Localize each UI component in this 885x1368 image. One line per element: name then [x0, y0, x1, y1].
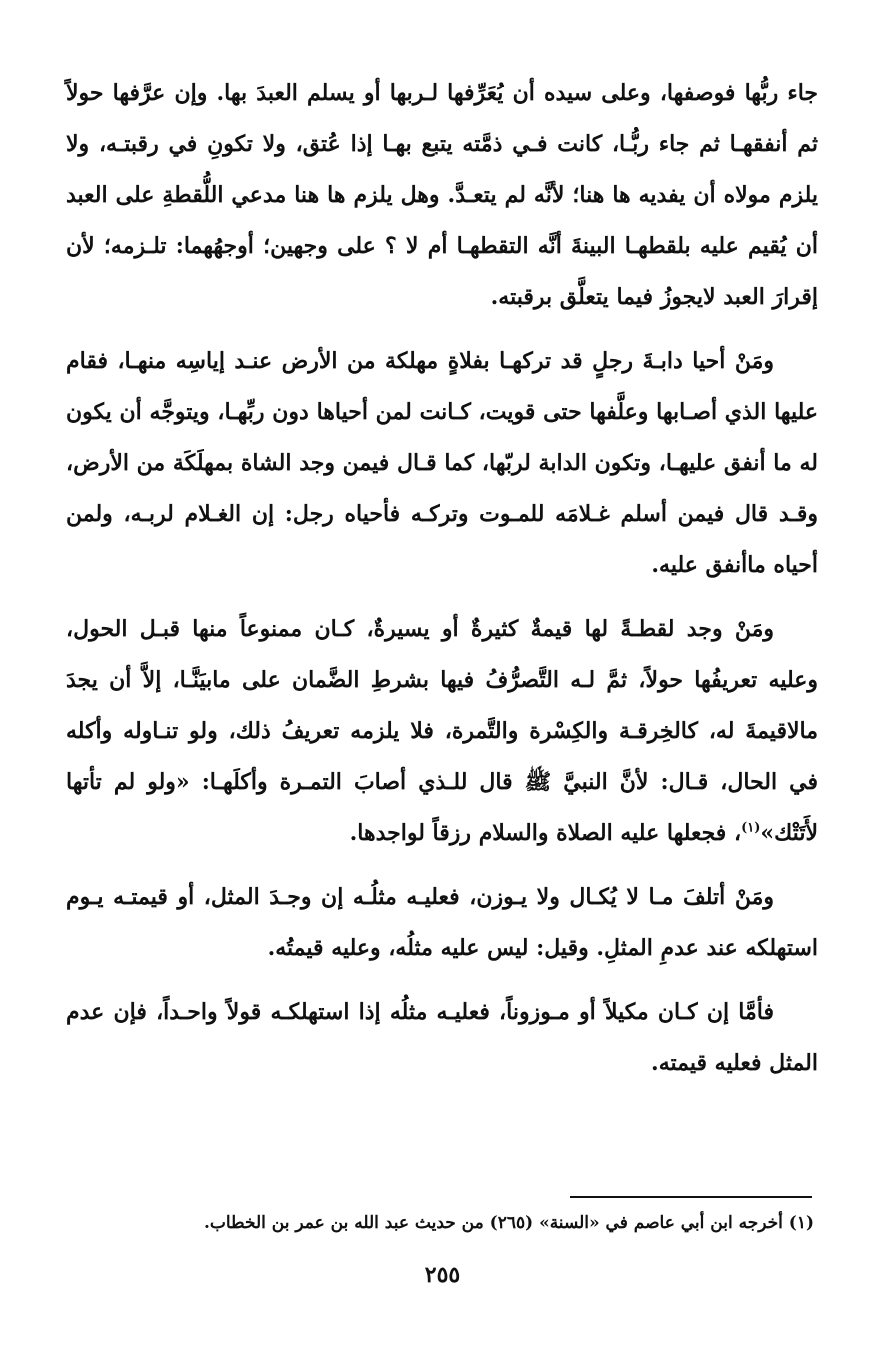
paragraph-1: جاء ربُّها فوصفها، وعلى سيده أن يُعَرِّفها لـربها أو يسلم العبدَ بها. وإن عرَّفها حولاً ثم أنفقهـا ثم جاء ربُّـا، كانت فـي ذمَّته يتبع بهـا إذا عُتق، ولا تكونِ في رقبتـه، ولا يلزم مولاه أن يفديه ها هنا؛ لأنَّه لم يتعـدَّ. وهل يلزم ها هنا مدعي اللُّقطةِ على العبد أن يُقيم عليه بلقطهـا البينةَ أنَّه التقطهـا أم لا ؟ على وجهين؛ أوجهُهما: تلـزمه؛ لأن إقرارَ العبد لايجوزُ فيما يتعلَّق برقبته.: [66, 80, 818, 310]
footnote: (١) أخرجه ابن أبي عاصم في «السنة» (٢٦٥) من حديث عبد الله بن عمر بن الخطاب.: [203, 1213, 814, 1233]
paragraph-3-text: ومَنْ وجد لقطـةً لها قيمةٌ كثيرةٌ أو يسيرةٌ، كـان ممنوعاً منها قبـل الحول، وعليه تعريفُها حولاً، ثمَّ لـه التَّصرُّفُ فيها بشرطِ الضَّمان على مابيَنَّـا، إلاَّ أن يجدَ مالاقيمةَ له، كالخِرقـة والكِسْرة والتَّمرة، فلا يلزمه تعريفُ ذلك، ولو تنـاوله وأكله في الحال، قـال: لأنَّ النبيَّ ﷺ قال للـذي أصابَ التمـرة وأكلَهـا: «ولو لم تأتها لأَتَتْك»: [66, 616, 818, 846]
paragraph-2: ومَنْ أحيا دابـةَ رجلٍ قد تركهـا بفلاةٍ مهلكة من الأرض عنـد إياسِه منهـا، فقام عليها الذي أصـابها وعلَّفها حتى قويت، كـانت لمن أحياها دون ربِّهـا، ويتوجَّه أن يكون له ما أنفق عليهـا، وتكون الدابة لربّها، كما قـال فيمن وجد الشاة بمهلَكَة من الأرض، وقـد قال فيمن أسلم غـلامَه للمـوت وتركـه فأحياه رجل: إن الغـلام لربـه، ولمن أحياه ماأنفق عليه.: [66, 348, 818, 578]
page-number: ٢٥٥: [424, 1262, 461, 1288]
paragraph-4: ومَنْ أتلفَ مـا لا يُكـال ولا يـوزن، فعليـه مثلُـه إن وجـدَ المثل، أو قيمتـه يـوم استهلكه عند عدمِ المثلِ. وقيل: ليس عليه مثلُه، وعليه قيمتُه.: [66, 884, 818, 961]
paragraph-5: فأمَّا إن كـان مكيلاً أو مـوزوناً، فعليـه مثلُه إذا استهلكـه قولاً واحـداً، فإن عدم المثل فعليه قيمته.: [66, 999, 818, 1076]
footnote-divider: [570, 1196, 812, 1198]
main-text: [66, 68, 818, 1102]
paragraph-3-end: فجعلها عليه الصلاة والسلام رزقاً لواجدها.: [349, 820, 727, 846]
paragraph-3: ومَنْ وجد لقطـةً لها قيمةٌ كثيرةٌ أو يسيرةٌ، كـان ممنوعاً منها قبـل الحول، وعليه تعريفُها حولاً، ثمَّ لـه التَّصرُّفُ فيها بشرطِ الضَّمان على مابيَنَّـا، إلاَّ أن يجدَ مالاقيمةَ له، كالخِرقـة والكِسْرة والتَّمرة، فلا يلزمه تعريفُ ذلك، ولو تنـاوله وأكله في الحال، قـال: لأنَّ النبيَّ ﷺ قال للـذي أصابَ التمـرة وأكلَهـا: «ولو لم تأتها لأَتَتْك»$^{(١)}$، فجعلها عليه الصلاة والسلام رزقاً لواجدها.: [66, 616, 818, 846]
footnote-marker: (١): [741, 820, 761, 836]
